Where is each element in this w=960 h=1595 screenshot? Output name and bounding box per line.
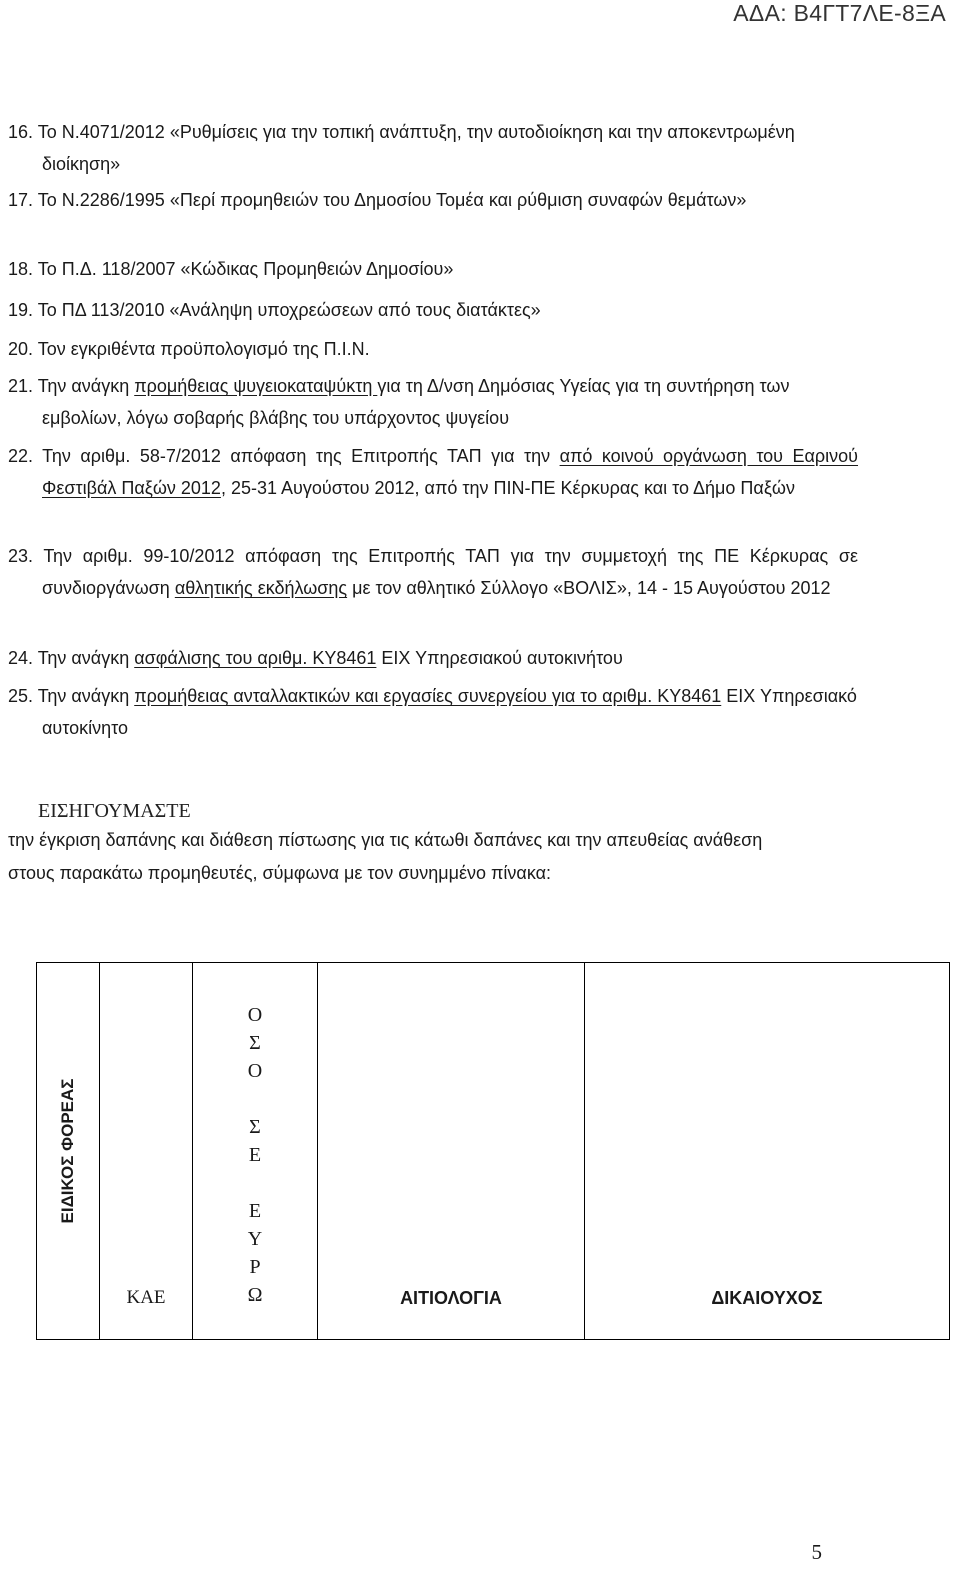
list-item-22 (8, 440, 858, 504)
ada-code: ΑΔΑ: Β4ΓΤ7ΛΕ-8ΞΑ (733, 0, 946, 26)
intro-paragraph: την έγκριση δαπάνης και διάθεση πίστωσης για τις κάτωθι δαπάνες και την απευθείας ανάθεση στους παρακάτω προμηθευτές, σύμφωνα με τον συνημμένο πίνακα: (8, 830, 763, 883)
col-kae-label: ΚΑΕ (126, 1287, 166, 1308)
expense-table (36, 962, 950, 1340)
oso-letter: Ε (248, 1144, 262, 1166)
oso-letter: Υ (247, 1228, 263, 1250)
col-kae (100, 963, 193, 1340)
col-oso (193, 963, 318, 1340)
list-item-20: 20. Τον εγκριθέντα προϋπολογισμό της Π.Ι.Ν. (8, 339, 370, 359)
item-25-underlined: προμήθειας ανταλλακτικών και εργασίες συνεργείου για το αριθμ. ΚΥ8461 (134, 686, 722, 706)
list-item-24 (8, 642, 824, 674)
item-24-rest: ΕΙΧ Υπηρεσιακού αυτοκινήτου (376, 648, 623, 668)
section-heading: ΕΙΣΗΓΟΥΜΑΣΤΕ (38, 800, 191, 822)
item-25-rest: ΕΙΧ Υπηρεσιακό αυτοκίνητο (42, 686, 857, 738)
col-oso-label (193, 1001, 317, 1339)
col-aitiologia (318, 963, 585, 1340)
item-23-underlined: αθλητικής εκδήλωσης (174, 578, 348, 598)
item-21-rest: για τη Δ/νση Δημόσιας Υγείας για τη συντήρηση των εμβολίων, λόγω σοβαρής βλάβης του υπάρχοντος ψυγείου (42, 376, 790, 428)
oso-letter: Ο (247, 1060, 263, 1082)
col-dikaiouxos-label: ΔΙΚΑΙΟΥΧΟΣ (711, 1288, 823, 1308)
list-item-19: 19. Το ΠΔ 113/2010 «Ανάληψη υποχρεώσεων από τους διατάκτες» (8, 300, 541, 320)
item-21-text: 21. Την ανάγκη (8, 376, 135, 396)
item-21-underlined: προμήθειας ψυγειοκαταψύκτη (134, 376, 378, 396)
list-item-16: 16. Το Ν.4071/2012 «Ρυθμίσεις για την τοπική ανάπτυξη, την αυτοδιοίκηση και την αποκεντρωμένη διοίκηση» (8, 122, 795, 174)
item-23-text: 23. Την αριθμ. 99-10/2012 απόφαση της Επιτροπής ΤΑΠ για την συμμετοχή της ΠΕ Κέρκυρας σε συνδιοργάνωση (8, 546, 858, 598)
item-25-text: 25. Την ανάγκη (8, 686, 135, 706)
list-item-23 (8, 540, 858, 604)
oso-letter: Σ (249, 1032, 261, 1054)
item-22-rest: , 25-31 Αυγούστου 2012, από την ΠΙΝ-ΠΕ Κέρκυρας και το Δήμο Παξών (220, 478, 795, 498)
col-dikaiouxos (585, 963, 950, 1340)
item-23-rest: με τον αθλητικό Σύλλογο «ΒΟΛΙΣ», 14 - 15 Αυγούστου 2012 (347, 578, 831, 598)
table-header-row (37, 963, 950, 1340)
item-24-underlined: ασφάλισης του αριθμ. ΚΥ8461 (134, 648, 377, 668)
oso-letter: Ρ (249, 1256, 261, 1278)
page-number: 5 (811, 1540, 822, 1564)
col-foreas-label: ΕΙΔΙΚΟΣ ΦΟΡΕΑΣ (58, 1078, 77, 1224)
col-aitiologia-label: ΑΙΤΙΟΛΟΓΙΑ (400, 1288, 502, 1308)
list-item-17: 17. Το Ν.2286/1995 «Περί προμηθειών του Δημοσίου Τομέα και ρύθμιση συναφών θεμάτων» (8, 190, 747, 210)
list-item-21 (8, 370, 858, 434)
oso-letter: Ω (247, 1284, 263, 1306)
item-24-text: 24. Την ανάγκη (8, 648, 135, 668)
list-item-18: 18. Το Π.Δ. 118/2007 «Κώδικας Προμηθειών Δημοσίου» (8, 259, 454, 279)
item-22-underlined: από κοινού οργάνωση του Εαρινού Φεστιβάλ Παξών 2012 (42, 446, 859, 498)
oso-letter: Σ (249, 1116, 261, 1138)
item-22-text: 22. Την αριθμ. 58-7/2012 απόφαση της Επιτροπής ΤΑΠ για την (8, 446, 560, 466)
oso-letter: Ο (247, 1004, 263, 1026)
oso-letter: Ε (248, 1200, 262, 1222)
list-item-25 (8, 680, 858, 744)
col-foreas (37, 963, 100, 1340)
